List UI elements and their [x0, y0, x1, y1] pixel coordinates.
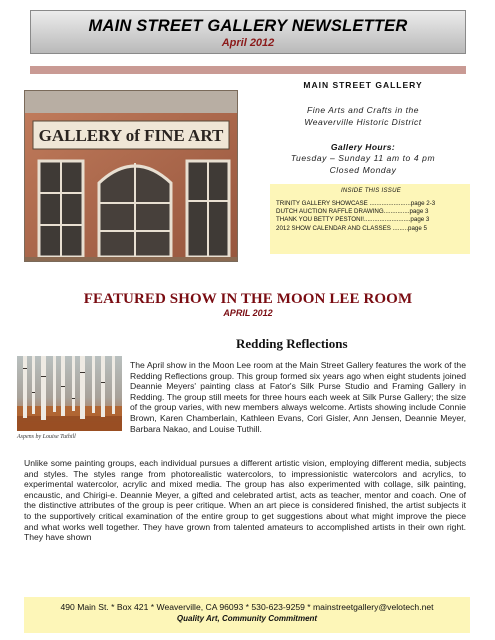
gallery-tagline	[256, 104, 470, 128]
gallery-storefront-photo	[24, 90, 238, 262]
tagline-line-1: Fine Arts and Crafts in the	[307, 105, 419, 115]
tagline-line-2: Weaverville Historic District	[304, 117, 422, 127]
inside-item: 2012 SHOW CALENDAR AND CLASSES .........page 5	[276, 224, 427, 232]
storefront-sign-text: GALLERY of FINE ART	[38, 126, 224, 145]
inside-item: DUTCH AUCTION RAFFLE DRAWING...............page 3	[276, 208, 429, 216]
article-paragraph-1: The April show in the Moon Lee room at the Main Street Gallery features the work of the Redding Reflections group. This group formed six years ago when eight students joined Deannie Meyers' painting class at Fator's Silk Purse Studio and Framing Gallery in Redding. The group still meets for three hours each week at Silk Purse Gallery; the size of the group varies, with new members always welcome. Artists showing include Connie Brown, Karen Chamberlain, Kathleen Evans, Cori Gisler, Ann Jensen, Deannie Meyer, Barbara Nakao, and Louise Tuthill.	[130, 360, 466, 434]
footer-address: 490 Main St. * Box 421 * Weaverville, CA 96093 * 530-623-9259 * mainstreetgallery@velotech.net	[60, 602, 434, 612]
hours-label: Gallery Hours:	[330, 142, 396, 152]
featured-heading-block	[30, 291, 466, 318]
hours-line-2: Closed Monday	[329, 165, 397, 175]
gallery-info	[256, 80, 470, 176]
show-title: Redding Reflections	[236, 336, 348, 351]
hours-line-1: Tuesday – Sunday 11 am to 4 pm	[290, 153, 436, 163]
inside-item: THANK YOU BETTY PESTONI!...........................page 3	[276, 216, 430, 224]
footer-motto: Quality Art, Community Commitment	[176, 614, 318, 623]
article-paragraph-2: Unlike some painting groups, each individual pursues a different artistic vision, employing different media, subjects and styles. The styles range from photorealistic watercolors, to impressionistic watercolors and acrylics, to experimental watercolor, acrylic and mixed media. The group has also experimented with collage, silk painting, encaustic, and Chirigi-e. Deannie Meyer, a gifted and celebrated artist, acts as teacher, mentor and coach. One of the distinctive attributes of the group is peer critique. When an art piece is considered finished, the artist subjects it to the supportively critical examination of the entire group to get suggestions about what might improve the piece and what works well together. They have grown from talented amateurs to accomplished artists in their own right. They have shown	[24, 458, 466, 543]
decorative-band	[30, 66, 466, 74]
newsletter-date: April 2012	[221, 37, 275, 49]
inside-heading: INSIDE THIS ISSUE	[340, 188, 402, 194]
featured-heading: FEATURED SHOW IN THE MOON LEE ROOM	[83, 291, 413, 307]
masthead	[30, 10, 466, 54]
painting-caption: Aspens by Louise Tuthill	[17, 434, 76, 440]
aspens-painting	[17, 356, 122, 431]
inside-this-issue-box	[270, 184, 470, 254]
newsletter-title: MAIN STREET GALLERY NEWSLETTER	[88, 17, 408, 35]
featured-subheading: APRIL 2012	[223, 308, 273, 318]
gallery-name: MAIN STREET GALLERY	[303, 80, 423, 90]
inside-item: TRINITY GALLERY SHOWCASE ........................page 2-3	[276, 200, 436, 207]
footer	[24, 597, 470, 633]
